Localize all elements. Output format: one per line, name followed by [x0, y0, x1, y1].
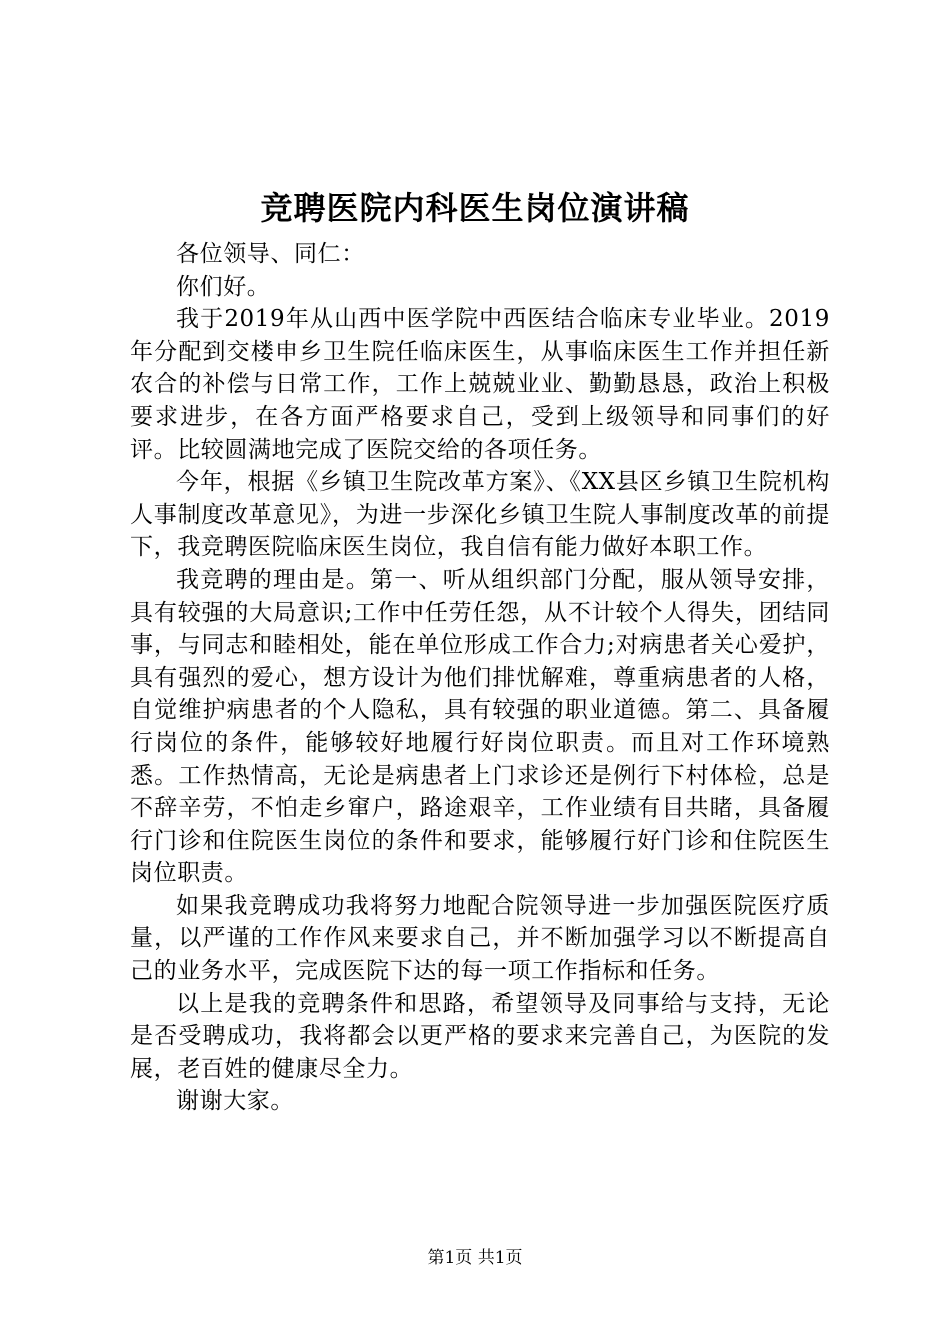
- page-number-footer: 第1页 共1页: [427, 1248, 523, 1268]
- reform-paragraph: 今年，根据《乡镇卫生院改革方案》、《XX县区乡镇卫生院机构人事制度改革意见》，为进一步深化乡镇卫生院人事制度改革的前提下，我竞聘医院临床医生岗位，我自信有能力做好本职工作。: [130, 469, 830, 561]
- closing-paragraph: 以上是我的竞聘条件和思路，希望领导及同事给与支持，无论是否受聘成功，我将都会以更严格的要求来完善自己，为医院的发展，老百姓的健康尽全力。: [130, 990, 830, 1082]
- greeting-paragraph: 各位领导、同仁：: [176, 241, 365, 267]
- salutation-paragraph: 你们好。: [176, 273, 271, 300]
- commitment-paragraph: 如果我竞聘成功我将努力地配合院领导进一步加强医院医疗质量，以严谨的工作作风来要求自己，并不断加强学习以不断提高自己的业务水平，完成医院下达的每一项工作指标和任务。: [130, 892, 830, 985]
- document-body: [130, 238, 830, 1118]
- document-title: 竞聘医院内科医生岗位演讲稿: [260, 189, 690, 227]
- reasons-paragraph: 我竞聘的理由是。第一、听从组织部门分配，服从领导安排，具有较强的大局意识;工作中任劳任怨，从不计较个人得失，团结同事，与同志和睦相处，能在单位形成工作合力;对病患者关心爱护，具有强烈的爱心，想方设计为他们排忧解难，尊重病患者的人格，自觉维护病患者的个人隐私，具有较强的职业道德。第二、具备履行岗位的条件，能够较好地履行好岗位职责。而且对工作环境熟悉。工作热情高，无论是病患者上门求诊还是例行下村体检，总是不辞辛劳，不怕走乡窜户，路途艰辛，工作业绩有目共睹，具备履行门诊和住院医生岗位的条件和要求，能够履行好门诊和住院医生岗位职责。: [130, 566, 830, 887]
- background-paragraph: 我于2019年从山西中医学院中西医结合临床专业毕业。2019年分配到交楼申乡卫生院任临床医生，从事临床医生工作并担任新农合的补偿与日常工作，工作上兢兢业业、勤勤恳恳，政治上积极要求进步，在各方面严格要求自己，受到上级领导和同事们的好评。比较圆满地完成了医院交给的各项任务。: [130, 306, 830, 463]
- thanks-paragraph: 谢谢大家。: [176, 1088, 294, 1115]
